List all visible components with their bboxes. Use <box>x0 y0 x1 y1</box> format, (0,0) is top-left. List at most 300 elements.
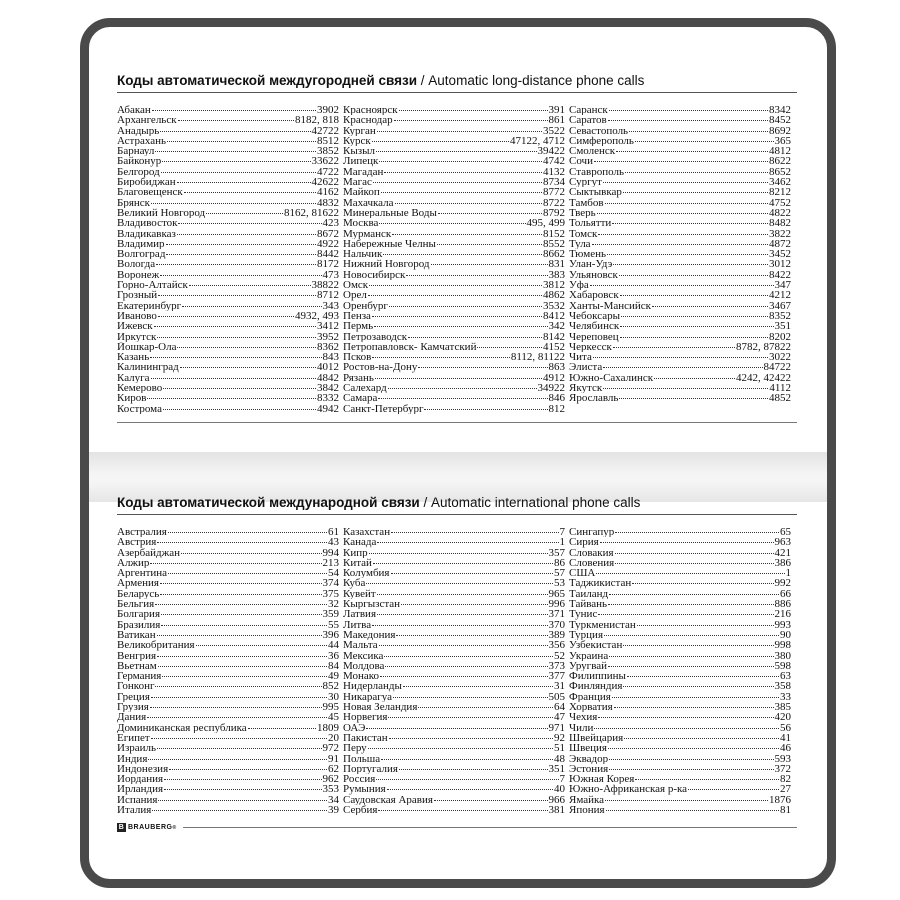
entry-code: 4832 <box>317 197 339 208</box>
entry-code: 7 <box>559 527 565 538</box>
list-item <box>569 383 791 393</box>
leader-dots <box>167 141 316 142</box>
leader-dots <box>164 779 321 780</box>
entry-code: 8202 <box>769 331 791 342</box>
entry-name: Сыктывкар <box>569 187 622 198</box>
entry-code: 3822 <box>769 228 791 239</box>
entry-code: 386 <box>774 557 791 569</box>
entry-name: Австралия <box>117 527 167 538</box>
list-item <box>569 527 791 537</box>
list-item <box>569 733 791 743</box>
leader-dots <box>178 120 294 121</box>
entry-code: 1 <box>785 568 791 579</box>
leader-dots <box>388 717 553 718</box>
entry-code: 8342 <box>769 105 791 116</box>
leader-dots <box>376 779 558 780</box>
list-item <box>343 537 565 547</box>
entry-code: 4842 <box>317 372 339 384</box>
list-item <box>569 743 791 753</box>
entry-code: 8662 <box>543 249 565 260</box>
entry-code: 41 <box>780 732 791 744</box>
list-item <box>117 156 339 166</box>
entry-name: Ямайка <box>569 794 605 806</box>
leader-dots <box>399 110 548 111</box>
list-item <box>343 578 565 588</box>
entry-code: 353 <box>322 784 339 795</box>
domestic-heading <box>117 73 797 93</box>
list-item <box>569 136 791 146</box>
leader-dots <box>391 573 554 574</box>
entry-code: 962 <box>322 774 339 785</box>
list-item <box>117 270 339 280</box>
entry-code: 91 <box>328 753 339 764</box>
list-item <box>117 383 339 393</box>
entry-code: 994 <box>322 547 339 558</box>
leader-dots <box>381 192 542 193</box>
entry-code: 8652 <box>769 166 791 178</box>
code-column <box>117 105 339 414</box>
list-item <box>569 661 791 671</box>
list-item <box>569 599 791 609</box>
entry-code: 383 <box>548 269 565 281</box>
leader-dots <box>477 347 542 348</box>
entry-name: Магадан <box>343 166 384 178</box>
list-item <box>343 527 565 537</box>
entry-name: Кострома <box>117 403 162 414</box>
entry-name: Симферополь <box>569 135 634 147</box>
list-item <box>343 774 565 784</box>
list-item <box>569 156 791 166</box>
entry-name: Финляндия <box>569 681 623 692</box>
leader-dots <box>379 223 525 224</box>
leader-dots <box>163 388 316 389</box>
entry-name: Хорватия <box>569 702 613 713</box>
entry-name: Южная Корея <box>569 774 635 785</box>
list-item <box>117 692 339 702</box>
entry-code: 4812 <box>769 146 791 157</box>
list-item <box>343 599 565 609</box>
entry-name: Хабаровск <box>569 290 619 301</box>
list-item <box>343 259 565 269</box>
entry-name: Магас <box>343 177 372 188</box>
list-item <box>343 352 565 362</box>
leader-dots <box>151 738 327 739</box>
entry-name: Литва <box>343 619 372 630</box>
entry-code: 40 <box>554 784 565 795</box>
leader-dots <box>378 398 547 399</box>
entry-code: 391 <box>548 105 565 116</box>
leader-dots <box>625 172 768 173</box>
list-item <box>117 177 339 187</box>
entry-name: Ижевск <box>117 321 153 332</box>
list-item <box>117 393 339 403</box>
list-item <box>569 671 791 681</box>
entry-name: Нальчик <box>343 249 383 260</box>
entry-name: Челябинск <box>569 321 620 332</box>
leader-dots <box>368 295 542 296</box>
entry-code: 64 <box>554 702 565 713</box>
leader-dots <box>596 573 784 574</box>
list-item <box>343 126 565 136</box>
entry-name: Канада <box>343 537 377 548</box>
leader-dots <box>654 378 735 379</box>
list-item <box>117 301 339 311</box>
entry-name: Орел <box>343 290 367 301</box>
entry-name: Горно-Алтайск <box>117 280 188 291</box>
entry-code: 4862 <box>543 290 565 301</box>
entry-code: 61 <box>328 527 339 538</box>
entry-code: 8782, 87822 <box>736 341 791 353</box>
list-item <box>117 259 339 269</box>
entry-name: Казань <box>117 352 150 363</box>
list-item <box>117 373 339 383</box>
leader-dots <box>395 203 542 204</box>
list-item <box>569 177 791 187</box>
leader-dots <box>152 110 316 111</box>
entry-name: Новая Зеландия <box>343 702 418 713</box>
list-item <box>343 712 565 722</box>
list-item <box>569 692 791 702</box>
leader-dots <box>378 810 547 811</box>
entry-name: Аргентина <box>117 568 168 579</box>
leader-dots <box>368 748 553 749</box>
list-item <box>117 795 339 805</box>
list-item <box>343 733 565 743</box>
list-item <box>569 290 791 300</box>
leader-dots <box>624 738 779 739</box>
list-item <box>569 146 791 156</box>
entry-code: 8692 <box>769 125 791 136</box>
entry-code: 213 <box>322 557 339 569</box>
entry-code: 4912 <box>543 372 565 384</box>
entry-name: Смоленск <box>569 146 616 157</box>
entry-code: 996 <box>548 599 565 610</box>
entry-name: Пенза <box>343 310 371 322</box>
list-item <box>569 795 791 805</box>
entry-code: 44 <box>328 640 339 651</box>
list-item <box>569 342 791 352</box>
leader-dots <box>623 686 773 687</box>
leader-dots <box>182 306 321 307</box>
list-item <box>117 784 339 794</box>
leader-dots <box>373 182 542 183</box>
leader-dots <box>593 357 768 358</box>
entry-name: Монако <box>343 671 380 682</box>
entry-name: Москва <box>343 218 379 229</box>
entry-code: 8422 <box>769 269 791 281</box>
entry-code: 4242, 42422 <box>736 372 791 384</box>
entry-code: 4742 <box>543 156 565 167</box>
entry-code: 4872 <box>769 238 791 250</box>
brand-logo <box>117 823 177 832</box>
leader-dots <box>147 717 327 718</box>
code-column <box>117 527 339 815</box>
list-item <box>569 352 791 362</box>
entry-name: Армения <box>117 578 159 589</box>
leader-dots <box>376 151 537 152</box>
entry-name: Томск <box>569 228 598 239</box>
entry-code: 63 <box>780 671 791 682</box>
list-item <box>117 774 339 784</box>
entry-name: Севастополь <box>569 125 629 136</box>
entry-name: Вьетнам <box>117 660 157 672</box>
entry-code: 3522 <box>543 125 565 136</box>
leader-dots <box>607 254 768 255</box>
entry-code: 3462 <box>769 177 791 188</box>
list-item <box>569 784 791 794</box>
leader-dots <box>608 120 768 121</box>
entry-code: 995 <box>322 702 339 713</box>
leader-dots <box>158 295 316 296</box>
entry-name: Брянск <box>117 197 150 208</box>
entry-code: 8772 <box>543 187 565 198</box>
list-item <box>343 311 565 321</box>
footer-rule <box>183 827 797 828</box>
entry-name: Алжир <box>117 557 150 569</box>
leader-dots <box>383 254 542 255</box>
list-item <box>117 537 339 547</box>
entry-code: 38822 <box>311 280 339 291</box>
entry-name: Благовещенск <box>117 187 183 198</box>
entry-name: Сургут <box>569 177 602 188</box>
leader-dots <box>406 275 547 276</box>
leader-dots <box>597 213 768 214</box>
entry-code: 8142 <box>543 331 565 342</box>
list-item <box>343 795 565 805</box>
entry-name: Греция <box>117 691 150 703</box>
leader-dots <box>608 666 773 667</box>
entry-code: 8792 <box>543 207 565 219</box>
entry-name: Курган <box>343 125 376 136</box>
entry-code: 8442 <box>317 249 339 260</box>
notebook-page-frame <box>80 18 836 888</box>
entry-name: Тайвань <box>569 599 608 610</box>
list-item <box>117 620 339 630</box>
entry-code: 965 <box>548 588 565 600</box>
entry-name: Биробиджан <box>117 177 176 188</box>
code-column <box>569 527 791 815</box>
list-item <box>343 754 565 764</box>
entry-name: Словения <box>569 557 615 569</box>
list-item <box>569 558 791 568</box>
leader-dots <box>612 697 779 698</box>
list-item <box>569 578 791 588</box>
list-item <box>343 589 565 599</box>
entry-name: Пакистан <box>343 732 388 744</box>
entry-name: Тула <box>569 238 591 250</box>
list-item <box>117 105 339 115</box>
entry-name: Якутск <box>569 383 603 394</box>
list-item <box>343 373 565 383</box>
list-item <box>569 321 791 331</box>
list-item <box>117 167 339 177</box>
list-item <box>343 661 565 671</box>
entry-code: 3467 <box>769 300 791 311</box>
entry-code: 473 <box>322 269 339 281</box>
entry-name: Ростов-на-Дону <box>343 362 418 373</box>
leader-dots <box>598 234 768 235</box>
list-item <box>343 280 565 290</box>
entry-name: Чебоксары <box>569 310 620 322</box>
entry-name: Украина <box>569 650 609 661</box>
leader-dots <box>418 707 553 708</box>
entry-code: 843 <box>322 352 339 363</box>
list-item <box>117 681 339 691</box>
list-item <box>569 259 791 269</box>
leader-dots <box>168 532 327 533</box>
leader-dots <box>387 789 553 790</box>
entry-name: Чехия <box>569 712 598 723</box>
list-item <box>343 723 565 733</box>
entry-name: Калуга <box>117 372 150 384</box>
leader-dots <box>184 192 316 193</box>
leader-dots <box>609 110 768 111</box>
entry-name: Израиль <box>117 743 157 754</box>
leader-dots <box>388 388 537 389</box>
entry-name: Йошкар-Ола <box>117 341 177 353</box>
leader-dots <box>166 244 316 245</box>
entry-code: 4152 <box>543 341 565 353</box>
leader-dots <box>385 666 547 667</box>
entry-code: 377 <box>548 671 565 682</box>
entry-name: Псков <box>343 352 372 363</box>
entry-code: 357 <box>548 547 565 558</box>
leader-dots <box>162 161 310 162</box>
entry-code: 351 <box>774 321 791 332</box>
leader-dots <box>177 182 311 183</box>
entry-name: Астрахань <box>117 135 167 147</box>
entry-code: 8734 <box>543 177 565 188</box>
entry-code: 62 <box>328 763 339 775</box>
entry-name: Чита <box>569 352 592 363</box>
international-heading-en: Automatic international phone calls <box>431 495 641 510</box>
leader-dots <box>605 800 768 801</box>
list-item <box>117 651 339 661</box>
entry-code: 359 <box>322 609 339 620</box>
leader-dots <box>608 604 773 605</box>
leader-dots <box>408 337 542 338</box>
code-column <box>343 527 565 815</box>
list-item <box>117 187 339 197</box>
leader-dots <box>372 357 510 358</box>
list-item <box>117 558 339 568</box>
list-item <box>343 249 565 259</box>
entry-name: Владимир <box>117 238 165 250</box>
entry-code: 27 <box>780 784 791 795</box>
entry-name: Туркменистан <box>569 619 636 630</box>
entry-name: Саратов <box>569 115 607 126</box>
leader-dots <box>603 388 768 389</box>
leader-dots <box>369 553 548 554</box>
leader-dots <box>156 264 316 265</box>
entry-code: 4162 <box>317 187 339 198</box>
entry-name: Кувейт <box>343 588 376 600</box>
entry-name: Рязань <box>343 372 374 384</box>
entry-code: 4112 <box>769 383 791 394</box>
brand-name: BRAUBERG <box>128 824 173 831</box>
entry-name: Кемерово <box>117 383 163 394</box>
entry-code: 4932, 493 <box>295 310 339 322</box>
list-item <box>117 671 339 681</box>
list-item <box>343 342 565 352</box>
entry-name: Таиланд <box>569 588 609 600</box>
leader-dots <box>399 769 548 770</box>
leader-dots <box>169 769 327 770</box>
entry-name: Норвегия <box>343 712 388 723</box>
leader-dots <box>434 800 548 801</box>
leader-dots <box>248 728 316 729</box>
list-item <box>569 105 791 115</box>
leader-dots <box>598 614 773 615</box>
entry-code: 852 <box>322 681 339 692</box>
entry-name: Ставрополь <box>569 166 624 178</box>
entry-code: 358 <box>774 681 791 692</box>
list-item <box>569 620 791 630</box>
list-item <box>117 198 339 208</box>
entry-name: Салехард <box>343 383 387 394</box>
entry-name: Набережные Челны <box>343 238 436 250</box>
entry-name: Иордания <box>117 774 164 785</box>
entry-code: 47122, 4712 <box>510 135 565 147</box>
leader-dots <box>151 203 316 204</box>
leader-dots <box>609 594 779 595</box>
leader-dots <box>150 357 321 358</box>
entry-name: Нидерланды <box>343 681 402 692</box>
leader-dots <box>160 594 321 595</box>
leader-dots <box>168 573 327 574</box>
entry-code: 86 <box>554 557 565 569</box>
entry-code: 43 <box>328 537 339 548</box>
entry-name: Анадырь <box>117 125 160 136</box>
entry-code: 861 <box>548 115 565 126</box>
leader-dots <box>372 141 509 142</box>
leader-dots <box>157 542 327 543</box>
entry-name: Элиста <box>569 362 603 373</box>
leader-dots <box>374 326 547 327</box>
entry-name: Никарагуа <box>343 691 393 703</box>
list-item <box>569 764 791 774</box>
list-item <box>117 136 339 146</box>
entry-name: Нижний Новгород <box>343 259 430 270</box>
list-item <box>343 301 565 311</box>
entry-code: 375 <box>322 588 339 600</box>
entry-name: Колумбия <box>343 568 390 579</box>
list-item <box>117 332 339 342</box>
list-item <box>569 681 791 691</box>
leader-dots <box>403 686 553 687</box>
entry-code: 421 <box>774 547 791 558</box>
list-item <box>117 754 339 764</box>
international-heading-ru: Коды автоматической международной связи <box>117 495 420 510</box>
leader-dots <box>161 625 327 626</box>
list-item <box>569 187 791 197</box>
leader-dots <box>635 779 779 780</box>
brand-registered: ® <box>172 824 177 831</box>
list-item <box>343 270 565 280</box>
entry-name: Гонконг <box>117 681 155 692</box>
leader-dots <box>161 614 321 615</box>
entry-name: ОАЭ <box>343 722 366 733</box>
entry-code: 8162, 81622 <box>284 207 339 219</box>
list-item <box>569 301 791 311</box>
leader-dots <box>196 645 327 646</box>
leader-dots <box>180 367 316 368</box>
list-item <box>117 362 339 372</box>
leader-dots <box>366 583 553 584</box>
leader-dots <box>150 707 322 708</box>
code-column <box>343 105 565 414</box>
list-item <box>343 105 565 115</box>
